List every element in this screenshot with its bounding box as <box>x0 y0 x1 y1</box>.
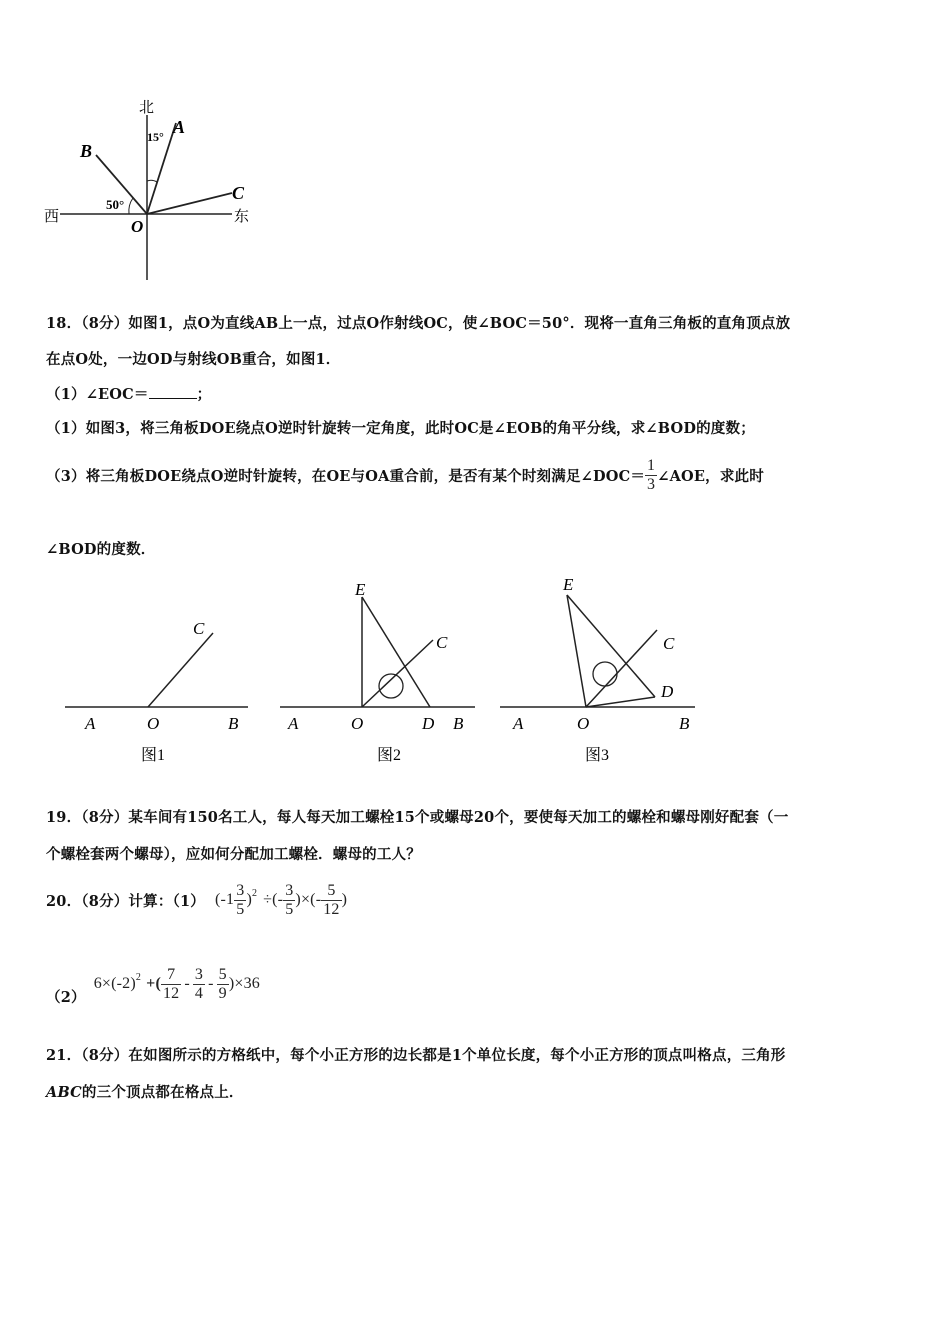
expr1-frac3 <box>321 882 341 919</box>
q18-line1: 18．（8分）如图1，点O为直线AB上一点，过点O作射线OC，使∠BOC＝50°．现将一直角三角板的直角顶点放 <box>46 315 791 332</box>
frac-den: 12 <box>162 984 180 1002</box>
frac-den: 9 <box>218 984 227 1002</box>
angle-arc-50 <box>129 198 133 214</box>
expr1-div: ÷(- <box>263 891 284 908</box>
fig3-label-b: B <box>679 714 690 733</box>
west-label: 西 <box>44 209 60 225</box>
label-a: A <box>173 117 186 137</box>
compass-figure <box>40 95 270 285</box>
fig3-label-o: O <box>577 714 590 733</box>
label-b: B <box>80 141 93 161</box>
fig2-caption: 图2 <box>377 747 402 764</box>
fig1-label-c: C <box>193 619 205 638</box>
frac-den: 5 <box>236 900 245 918</box>
fig2-label-o: O <box>351 714 364 733</box>
q21-line2-rest: 的三个顶点都在格点上． <box>81 1084 244 1101</box>
q18-part3-prefix: （3）将三角板DOE绕点O逆时针旋转，在OE与OA重合前，是否有某个时刻满足∠DOC＝ <box>46 467 646 485</box>
q21-triangle-name: ABC <box>46 1084 82 1101</box>
fig2-label-a: A <box>288 714 299 733</box>
q18-part1-suffix: ； <box>196 386 212 403</box>
q18-part1-prefix: （1）∠EOC＝ <box>46 386 149 403</box>
q18-line2: 在点O处，一边OD与射线OB重合，如图1． <box>46 351 341 368</box>
expr2-start: 6×(-2) <box>93 975 136 992</box>
figure-3 <box>500 575 695 764</box>
expr2-frac3 <box>217 966 229 1003</box>
fig2-label-e: E <box>355 580 366 599</box>
expr1-square: 2 <box>251 887 258 899</box>
q20-expr2 <box>94 966 260 1003</box>
fig3-label-e: E <box>563 575 574 594</box>
q21-line2 <box>46 1081 244 1102</box>
q20-part2 <box>46 958 260 1010</box>
expr2-end: )×36 <box>228 975 261 992</box>
fig3-label-c: C <box>663 634 675 653</box>
expr2-square: 2 <box>135 971 142 983</box>
q20-expr1 <box>215 882 347 919</box>
fig2-label-b: B <box>453 714 464 733</box>
fig3-side-od <box>586 697 655 707</box>
frac-den: 3 <box>647 475 656 493</box>
q20-label: 20．（8分）计算：（1） <box>46 892 205 910</box>
fig1-caption: 图1 <box>141 747 166 764</box>
frac-num: 1 <box>647 456 656 474</box>
fig3-ray-oc <box>586 630 657 707</box>
answer-blank <box>149 386 197 399</box>
q19-line2: 个螺栓套两个螺母），应如何分配加工螺栓．螺母的工人？ <box>46 846 421 863</box>
frac-den: 5 <box>285 900 294 918</box>
fig2-ray-oc <box>362 640 433 707</box>
q18-part2: （1）如图3，将三角板DOE绕点O逆时针旋转一定角度，此时OC是∠EOB的角平分线，求∠BOD的度数； <box>46 420 755 437</box>
fig1-label-b: B <box>228 714 239 733</box>
figures-row <box>55 570 715 770</box>
fig3-hole <box>593 662 617 686</box>
q19-line1: 19．（8分）某车间有150名工人，每人每天加工螺栓15个或螺母20个，要使每天加工的螺栓和螺母刚好配套（一 <box>46 809 789 826</box>
angle-50-label: 50° <box>106 197 125 212</box>
fig3-label-a: A <box>513 714 524 733</box>
fig3-caption: 图3 <box>585 747 610 764</box>
expr1-open: (-1 <box>214 891 235 908</box>
figure-2 <box>280 580 475 764</box>
expr1-frac1 <box>234 882 246 919</box>
fig3-side-oe <box>567 595 586 707</box>
frac-den: 12 <box>323 900 340 918</box>
frac-num: 3 <box>236 881 245 899</box>
fig1-ray-oc <box>148 633 213 707</box>
q20-label2: （2） <box>46 988 86 1006</box>
label-c: C <box>232 183 245 203</box>
fig3-label-d: D <box>661 682 674 701</box>
frac-num: 5 <box>327 881 336 899</box>
angle-15-label: 15° <box>147 130 164 144</box>
fig1-label-o: O <box>147 714 160 733</box>
expr2-minus1: - <box>184 975 190 992</box>
east-label: 东 <box>234 209 250 225</box>
expr2-frac2 <box>193 966 205 1003</box>
expr1-mid: )×(- <box>295 891 322 908</box>
q18-part3-suffix: ∠AOE，求此时 <box>657 467 764 485</box>
q18-part3 <box>46 452 764 498</box>
frac-num: 5 <box>218 965 227 983</box>
figure-1 <box>65 619 248 764</box>
q20-part1 <box>46 876 347 924</box>
north-label: 北 <box>139 100 155 116</box>
expr1-close: ) <box>246 891 252 908</box>
expr2-minus2: - <box>208 975 214 992</box>
fraction-one-third <box>645 457 657 494</box>
label-o: O <box>131 217 144 236</box>
expr1-end: ) <box>341 891 348 908</box>
q18-part3-line2: ∠BOD的度数． <box>46 541 156 558</box>
expr2-plus: +( <box>146 975 161 992</box>
fig2-hole <box>379 674 403 698</box>
frac-num: 3 <box>194 965 204 983</box>
expr2-frac1 <box>161 966 181 1003</box>
frac-den: 4 <box>194 984 204 1002</box>
q21-line1: 21．（8分）在如图所示的方格纸中，每个小正方形的边长都是1个单位长度，每个小正方形的顶点叫格点，三角形 <box>46 1047 786 1064</box>
ray-oc <box>147 193 232 214</box>
fig2-label-d: D <box>422 714 435 733</box>
frac-num: 7 <box>167 965 176 983</box>
frac-num: 3 <box>285 881 294 899</box>
angle-arc-15 <box>147 180 157 182</box>
fig1-label-a: A <box>85 714 96 733</box>
q18-part1 <box>46 383 211 404</box>
fig2-label-c: C <box>436 633 448 652</box>
expr1-frac2 <box>283 882 295 919</box>
